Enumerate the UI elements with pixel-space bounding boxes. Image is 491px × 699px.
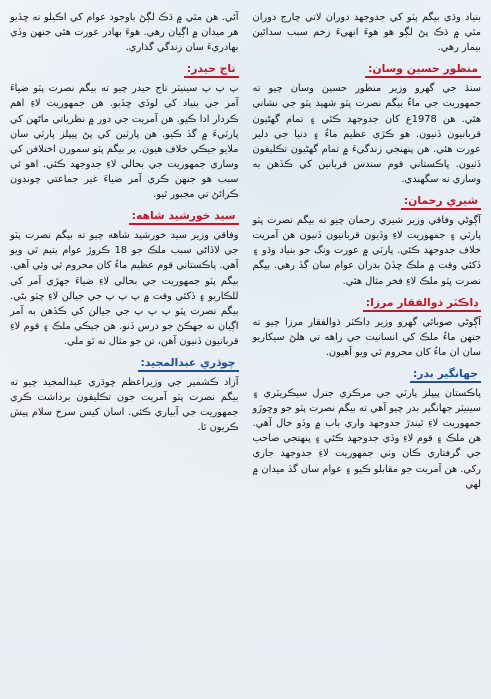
paragraph: وفاقي وزير سيد خورشيد شاهه چيو ته بيگم نصرت پٽو جي لاڏاڻي سبب ملڪ جو 18 ڪروڙ عوام يتيم ٿي ويو آهي. پاڪستاني قوم عظيم ماءُ کان محروم ٿي وئي آهي. بيگم پٽو جمهوريت جي بحالي لاءِ ضياءَ جهڙي آمر کي للڪاريو ۽ ڏکئي وقت ۾ پ پ پ جي جيالن لاءِ چٽو بڻي. بيگم نصرت پٽو پ پ پ جي جيالن کي ڪڏهن به آمر اڳيان نه جهڪڻ جو درس ڏنو. هن جيڪي ملڪ ۽ قوم لاءِ قربانيون ڏنيون آهن، تن جو مثال نه ٿو ملي.: [10, 230, 239, 347]
heading-jahangir-badar: جهانگير بدر:: [410, 366, 481, 383]
heading-khurshid-shah: سيد خورشيد شاهه:: [129, 208, 239, 225]
paragraph: آئي. هن مٿي ۾ ڌڪ لڳڻ باوجود عوام کي اڪيلو نه ڇڏيو هر ميدان ۾ اڳيان رهي. هوءَ بهادر عورت هئي جنهن وڏي بهادريءَ سان زندگي گذاري.: [10, 12, 239, 54]
paragraph: آڳوڻي وفاقي وزير شيري رحمان چيو ته بيگم نصرت پٽو پارٽي ۽ جمهوريت لاءِ وڏيون قربانيون ڏنيون هن آمريت خلاف جدوجهد ڪئي. پارٽي ۾ عورت ونگ جو بنياد وڌو ۽ ڏکئي وقت ۾ ملڪ ڇڏڻ بدران عوام سان گڏ رهي. بيگم نصرت پٽو ملڪ لاءِ فخر مثال هئي.: [252, 215, 481, 287]
left-column: [10, 10, 239, 691]
heading-chaudhry-majeed: چوڌري عبدالمجيد:: [138, 355, 239, 372]
paragraph: بنياد وڌي بيگم پٽو کي جدوجهد دوران لاتي چارج دوران مٿي ۾ ڌڪ پڻ لڳو هو هوءَ انهيءَ زخم سبب سدائين بيمار رهي.: [252, 12, 481, 54]
heading-manzoor-wassan: منظور حسين وسان:: [365, 61, 481, 78]
paragraph: آزاد ڪشمير جي وزيراعظم چوڌري عبدالمجيد چيو ته بيگم نصرت پٽو آمريت جون تڪليفون برداشت ڪري جمهوريت جي آبياري ڪئي. اسان کيس سرخ سلام پيش ڪريون ٿا.: [10, 377, 239, 434]
heading-sherry-rehman: شيري رحمان:: [401, 193, 481, 210]
heading-zulfiqar-mirza: ڊاڪٽر ذوالفقار مرزا:: [363, 295, 481, 312]
paragraph: پاڪستان پيپلز پارٽي جي مرڪزي جنرل سيڪريٽري ۽ سينيٽر جهانگير بدر چيو آهي ته بيگم نصرت پٽو جو وڇوڙو جمهوريت لاءِ ٿيندڙ جدوجهد واري باب ۾ وڏو خال آهي. هن ملڪ ۽ قوم لاءِ وڏي جدوجهد ڪئي ۽ پنهنجي صاحب جي گرفتاري ڪان وٺي جمهوريت لاءِ جدوجهد جاري رکي. هن آمريت جو مقابلو ڪيو ۽ عوام سان گڏ ميدان ۾ لهي: [252, 388, 481, 490]
heading-taj-haider: تاج حيدر:: [184, 61, 239, 78]
article-columns: [10, 10, 481, 691]
paragraph: سنڌ جي گهرو وزير منظور حسين وسان چيو ته جمهوريت جي ماءُ بيگم نصرت پٽو شهيد پٽو جي نشاني هئي. هن 1978ع کان جدوجهد ڪئي ۽ تمام گهڻيون قربانيون ڏنيون. هو ڪڙي عظيم ماءُ ۽ دنيا جي دلير عورت هئي. هن پنهنجي زندگيءَ ۾ تمام گهڻيون تڪليفون ڏٺيون. پاڪستاني قوم سندس قربانين کي ڪڏهن به وساري نه سگهندي.: [252, 83, 481, 185]
right-column: [253, 10, 482, 691]
paragraph: آڳوڻي صوبائي گهرو وزير ڊاڪٽر ذوالفقار مرزا چيو ته جنهن ماءُ ملڪ کي انسانيت جي راهه تي هلڻ سيکاريو سان ان ماءُ کان محروم ٿي ويو آهيون.: [252, 316, 481, 358]
paragraph: پ پ پ سينيٽر تاج حيدر چيو ته بيگم نصرت پٽو ضياءَ آمر جي بنياد کي لوڏي ڇڏيو. هن جمهوريت لاءِ اهم ڪردار ادا ڪيو. هن آمريت جي دور ۾ نظرياتي ماڻهن کي پارٽيءَ ۾ گڏ ڪيو. هن پارٽين کي پڻ پيپلز پارٽي سان ملايو جيڪي خلاف هيون. پر بيگم پٽو سمورن اختلافن کي وساري جمهوريت جي بحالي لاءِ جدوجهد ڪئي. اهو ئي سبب هو جنهن ڪري آمر ضياءَ غير جماعتي چونڊون ڪرائڻ تي مجبور ٿيو.: [10, 83, 239, 201]
